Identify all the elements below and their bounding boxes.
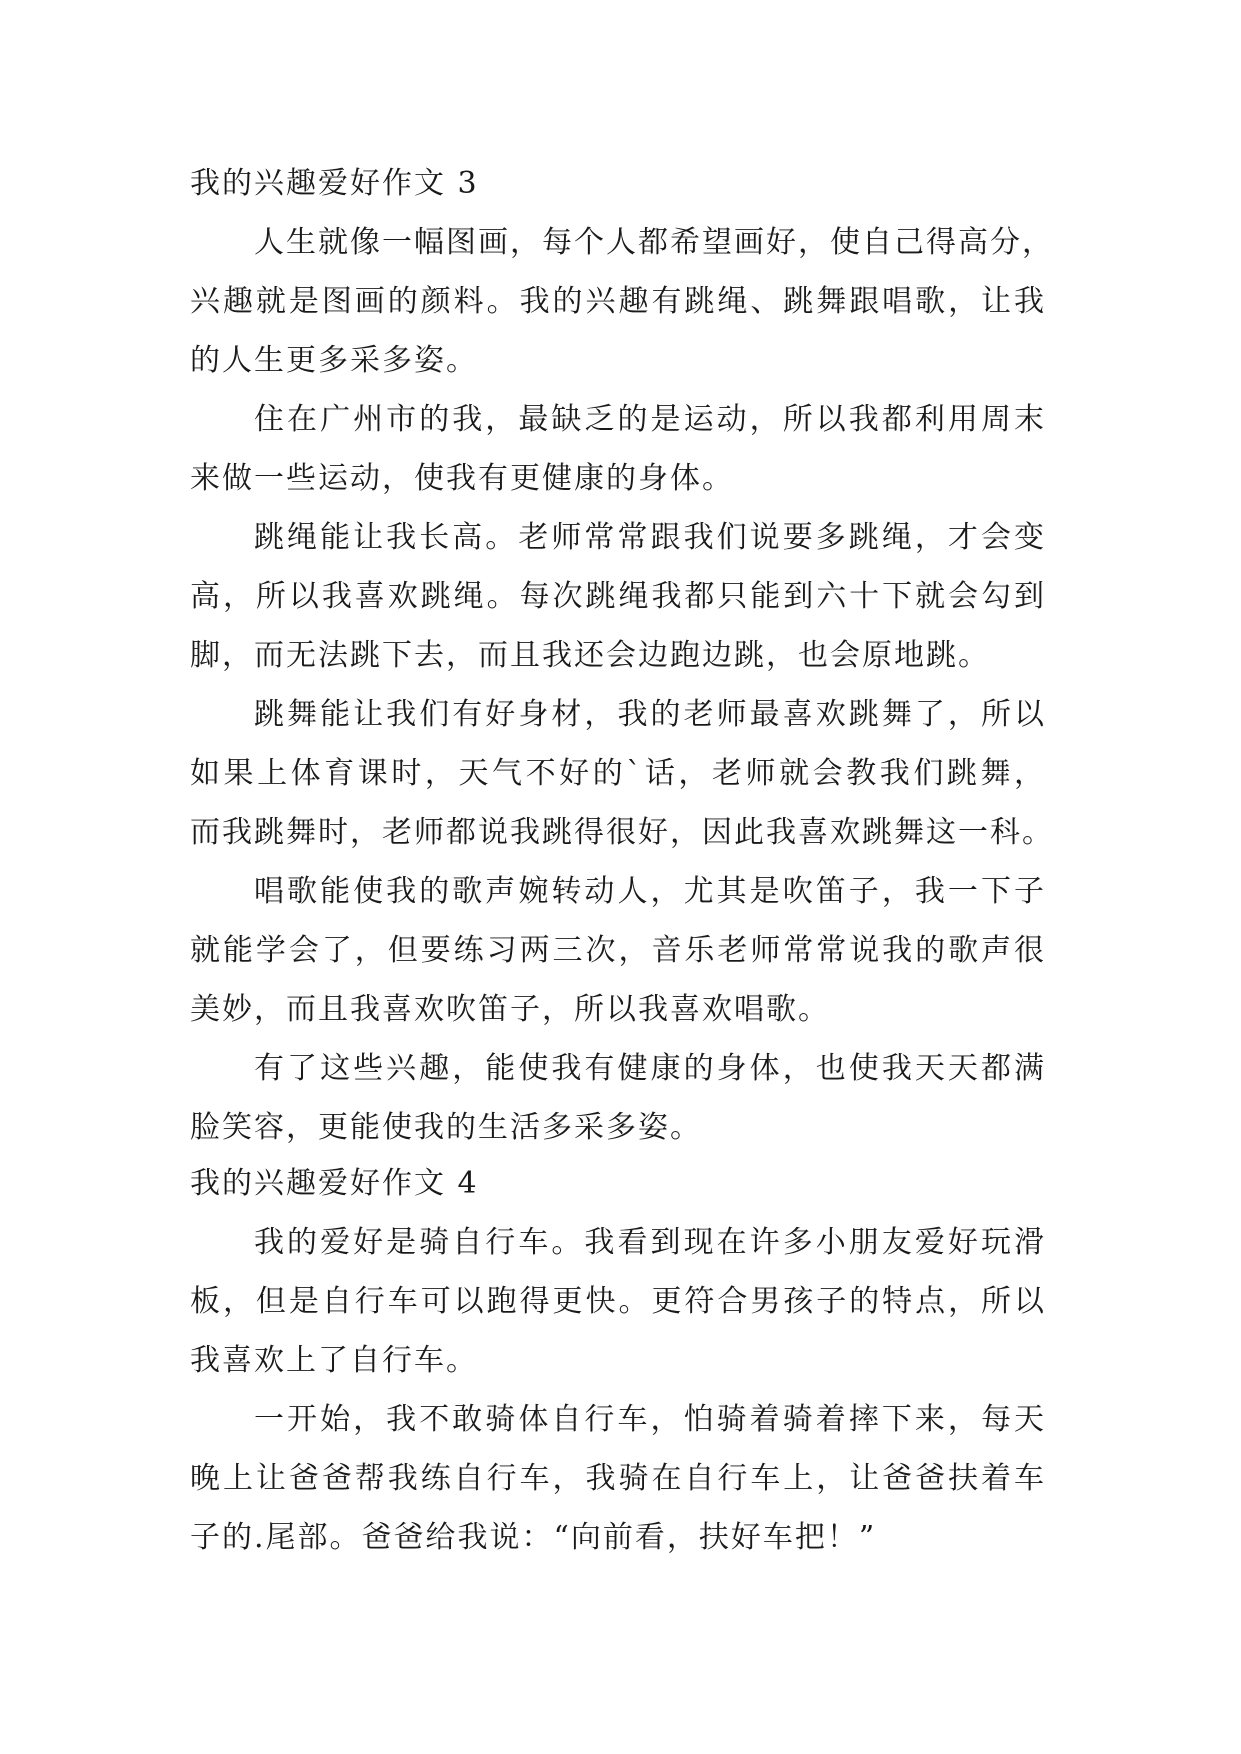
essay3-p4-line2: 如果上体育课时，天气不好的`话，老师就会教我们跳舞， bbox=[190, 756, 1046, 791]
essay3-p3-line3: 脚，而无法跳下去，而且我还会边跑边跳，也会原地跳。 bbox=[190, 638, 990, 673]
essay3-p3-line1: 跳绳能让我长高。老师常常跟我们说要多跳绳，才会变 bbox=[254, 520, 1046, 555]
essay4-p1-line3: 我喜欢上了自行车。 bbox=[190, 1343, 478, 1378]
essay3-p6-line2: 脸笑容，更能使我的生活多采多姿。 bbox=[190, 1110, 702, 1145]
essay4-p1-line1: 我的爱好是骑自行车。我看到现在许多小朋友爱好玩滑 bbox=[254, 1225, 1046, 1260]
essay3-p2-line1: 住在广州市的我，最缺乏的是运动，所以我都利用周末 bbox=[254, 402, 1046, 437]
essay3-p1-line1: 人生就像一幅图画，每个人都希望画好，使自己得高分， bbox=[254, 225, 1054, 260]
essay4-p2-line3: 子的.尾部。爸爸给我说：“向前看，扶好车把！” bbox=[190, 1520, 877, 1555]
essay3-p4-line3: 而我跳舞时，老师都说我跳得很好，因此我喜欢跳舞这一科。 bbox=[190, 815, 1054, 850]
essay4-p2-line1: 一开始，我不敢骑体自行车，怕骑着骑着摔下来，每天 bbox=[254, 1402, 1046, 1437]
essay3-p3-line2: 高，所以我喜欢跳绳。每次跳绳我都只能到六十下就会勾到 bbox=[190, 579, 1046, 614]
essay3-p1-line3: 的人生更多采多姿。 bbox=[190, 343, 478, 378]
essay4-p1-line2: 板，但是自行车可以跑得更快。更符合男孩子的特点，所以 bbox=[190, 1284, 1046, 1319]
essay3-p5-line1: 唱歌能使我的歌声婉转动人，尤其是吹笛子，我一下子 bbox=[254, 874, 1046, 909]
essay3-p4-line1: 跳舞能让我们有好身材，我的老师最喜欢跳舞了，所以 bbox=[254, 697, 1046, 732]
essay3-title: 我的兴趣爱好作文 3 bbox=[190, 166, 479, 201]
essay3-p1-line2: 兴趣就是图画的颜料。我的兴趣有跳绳、跳舞跟唱歌，让我 bbox=[190, 284, 1046, 319]
essay3-p5-line3: 美妙，而且我喜欢吹笛子，所以我喜欢唱歌。 bbox=[190, 992, 830, 1027]
essay4-title: 我的兴趣爱好作文 4 bbox=[190, 1166, 479, 1201]
essay3-p6-line1: 有了这些兴趣，能使我有健康的身体，也使我天天都满 bbox=[254, 1051, 1046, 1086]
essay4-p2-line2: 晚上让爸爸帮我练自行车，我骑在自行车上，让爸爸扶着车 bbox=[190, 1461, 1046, 1496]
essay3-p5-line2: 就能学会了，但要练习两三次，音乐老师常常说我的歌声很 bbox=[190, 933, 1046, 968]
essay3-p2-line2: 来做一些运动，使我有更健康的身体。 bbox=[190, 461, 734, 496]
